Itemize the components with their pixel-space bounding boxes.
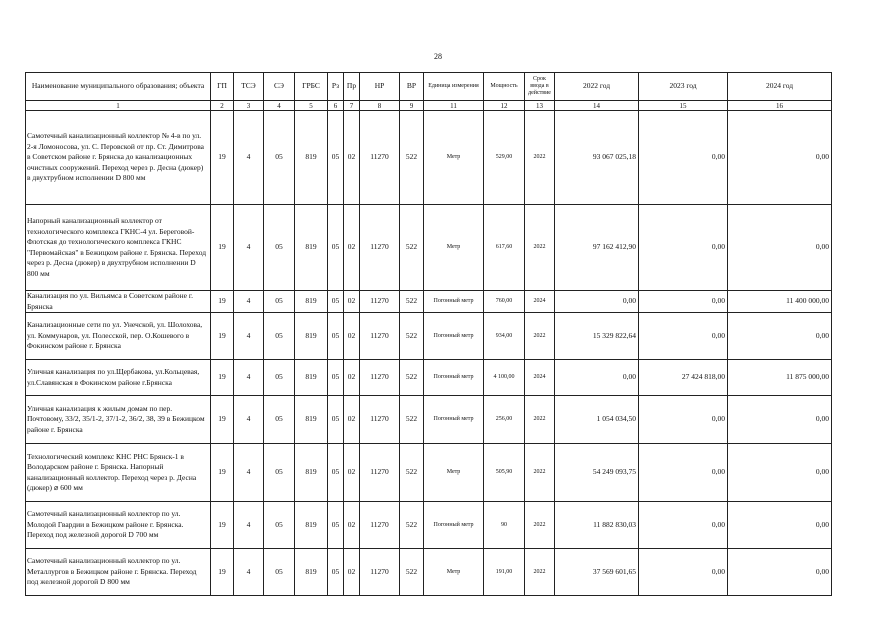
capacity-cell: 256,00 [484, 396, 525, 444]
column-number-cell: 13 [525, 101, 555, 111]
rz-cell: 05 [328, 291, 344, 313]
unit-cell: Погонный метр [424, 360, 484, 396]
header-cell: ТСЭ [234, 73, 264, 101]
se-cell: 05 [264, 291, 295, 313]
capacity-cell: 760,00 [484, 291, 525, 313]
amount-2024-cell: 0,00 [728, 502, 832, 549]
amount-2024-cell: 11 400 000,00 [728, 291, 832, 313]
gp-cell: 19 [211, 291, 234, 313]
vr-cell: 522 [400, 502, 424, 549]
table-row [26, 111, 832, 205]
amount-2022-cell: 0,00 [555, 291, 639, 313]
amount-2024-cell: 0,00 [728, 111, 832, 205]
unit-cell: Метр [424, 111, 484, 205]
table-body [26, 111, 832, 596]
nr-cell: 11270 [360, 291, 400, 313]
grbs-cell: 819 [295, 444, 328, 502]
amount-2024-cell: 0,00 [728, 549, 832, 596]
gp-cell: 19 [211, 205, 234, 291]
amount-2022-cell: 15 329 822,64 [555, 313, 639, 360]
pr-cell: 02 [344, 313, 360, 360]
page-number: 28 [434, 52, 442, 61]
commission-year-cell: 2024 [525, 291, 555, 313]
commission-year-cell: 2022 [525, 502, 555, 549]
amount-2024-cell: 0,00 [728, 396, 832, 444]
vr-cell: 522 [400, 111, 424, 205]
se-cell: 05 [264, 313, 295, 360]
header-cell: ГРБС [295, 73, 328, 101]
tse-cell: 4 [234, 360, 264, 396]
amount-2023-cell: 27 424 818,00 [639, 360, 728, 396]
object-name-cell: Самотечный канализационный коллектор № 4-в по ул. 2-я Ломоносова, ул. С. Перовской от пр. Ст. Димитрова в Советском районе г. Брянска до канализационных очистных сооружений. Переход через р. Десна (дюкер) в двухтрубном исполнении D 800 мм [26, 111, 211, 205]
unit-cell: Метр [424, 549, 484, 596]
rz-cell: 05 [328, 444, 344, 502]
header-cell: Срок ввода в действие [525, 73, 555, 101]
header-cell: Единица измерения [424, 73, 484, 101]
tse-cell: 4 [234, 111, 264, 205]
column-number-cell: 1 [26, 101, 211, 111]
tse-cell: 4 [234, 291, 264, 313]
pr-cell: 02 [344, 205, 360, 291]
header-cell: Мощность [484, 73, 525, 101]
object-name-cell: Канализация по ул. Вильямса в Советском районе г. Брянска [26, 291, 211, 313]
header-cell: НР [360, 73, 400, 101]
amount-2024-cell: 11 875 000,00 [728, 360, 832, 396]
pr-cell: 02 [344, 291, 360, 313]
vr-cell: 522 [400, 313, 424, 360]
gp-cell: 19 [211, 313, 234, 360]
se-cell: 05 [264, 111, 295, 205]
header-cell: 2024 год [728, 73, 832, 101]
capacity-cell: 529,00 [484, 111, 525, 205]
amount-2023-cell: 0,00 [639, 291, 728, 313]
table-row [26, 291, 832, 313]
object-name-cell: Канализационные сети по ул. Унечской, ул. Шолохова, ул. Коммунаров, ул. Полесской, пер. О.Кошевого в Фокинском районе г. Брянска [26, 313, 211, 360]
column-number-cell: 6 [328, 101, 344, 111]
amount-2024-cell: 0,00 [728, 205, 832, 291]
se-cell: 05 [264, 444, 295, 502]
rz-cell: 05 [328, 549, 344, 596]
column-number-cell: 11 [424, 101, 484, 111]
se-cell: 05 [264, 549, 295, 596]
vr-cell: 522 [400, 549, 424, 596]
table-row [26, 502, 832, 549]
unit-cell: Погонный метр [424, 313, 484, 360]
commission-year-cell: 2022 [525, 549, 555, 596]
rz-cell: 05 [328, 205, 344, 291]
rz-cell: 05 [328, 502, 344, 549]
header-cell: Рз [328, 73, 344, 101]
gp-cell: 19 [211, 549, 234, 596]
pr-cell: 02 [344, 549, 360, 596]
amount-2022-cell: 93 067 025,18 [555, 111, 639, 205]
tse-cell: 4 [234, 205, 264, 291]
grbs-cell: 819 [295, 205, 328, 291]
header-cell: 2023 год [639, 73, 728, 101]
amount-2023-cell: 0,00 [639, 444, 728, 502]
rz-cell: 05 [328, 313, 344, 360]
amount-2023-cell: 0,00 [639, 205, 728, 291]
capacity-cell: 505,90 [484, 444, 525, 502]
column-number-cell: 7 [344, 101, 360, 111]
table-row [26, 396, 832, 444]
vr-cell: 522 [400, 360, 424, 396]
rz-cell: 05 [328, 360, 344, 396]
grbs-cell: 819 [295, 549, 328, 596]
gp-cell: 19 [211, 502, 234, 549]
tse-cell: 4 [234, 396, 264, 444]
amount-2022-cell: 11 882 830,03 [555, 502, 639, 549]
column-number-row [26, 101, 832, 111]
table-header-row [26, 73, 832, 101]
grbs-cell: 819 [295, 502, 328, 549]
gp-cell: 19 [211, 360, 234, 396]
tse-cell: 4 [234, 502, 264, 549]
unit-cell: Погонный метр [424, 502, 484, 549]
object-name-cell: Технологический комплекс КНС РНС Брянск-1 в Володарском районе г. Брянска. Напорный канализационный коллектор. Переход через р. Десна (дюкер) ⌀ 600 мм [26, 444, 211, 502]
amount-2022-cell: 97 162 412,90 [555, 205, 639, 291]
tse-cell: 4 [234, 444, 264, 502]
grbs-cell: 819 [295, 396, 328, 444]
grbs-cell: 819 [295, 313, 328, 360]
nr-cell: 11270 [360, 396, 400, 444]
commission-year-cell: 2022 [525, 111, 555, 205]
grbs-cell: 819 [295, 291, 328, 313]
pr-cell: 02 [344, 111, 360, 205]
commission-year-cell: 2022 [525, 444, 555, 502]
unit-cell: Погонный метр [424, 291, 484, 313]
column-number-cell: 16 [728, 101, 832, 111]
commission-year-cell: 2024 [525, 360, 555, 396]
object-name-cell: Уличная канализация по ул.Щербакова, ул.Кольцевая, ул.Славянская в Фокинском районе г.Брянска [26, 360, 211, 396]
amount-2022-cell: 54 249 093,75 [555, 444, 639, 502]
object-name-cell: Самотечный канализационный коллектор по ул. Молодой Гвардии в Бежицком районе г. Брянска. Переход под железной дорогой D 700 мм [26, 502, 211, 549]
nr-cell: 11270 [360, 111, 400, 205]
column-number-cell: 9 [400, 101, 424, 111]
column-number-cell: 4 [264, 101, 295, 111]
amount-2023-cell: 0,00 [639, 111, 728, 205]
pr-cell: 02 [344, 396, 360, 444]
tse-cell: 4 [234, 549, 264, 596]
column-number-cell: 3 [234, 101, 264, 111]
header-cell: ВР [400, 73, 424, 101]
header-cell: Пр [344, 73, 360, 101]
pr-cell: 02 [344, 502, 360, 549]
column-number-cell: 8 [360, 101, 400, 111]
commission-year-cell: 2022 [525, 205, 555, 291]
table-row [26, 360, 832, 396]
amount-2022-cell: 37 569 601,65 [555, 549, 639, 596]
se-cell: 05 [264, 360, 295, 396]
nr-cell: 11270 [360, 205, 400, 291]
grbs-cell: 819 [295, 111, 328, 205]
table-row [26, 444, 832, 502]
pr-cell: 02 [344, 360, 360, 396]
vr-cell: 522 [400, 444, 424, 502]
unit-cell: Метр [424, 444, 484, 502]
nr-cell: 11270 [360, 502, 400, 549]
capacity-cell: 617,60 [484, 205, 525, 291]
nr-cell: 11270 [360, 360, 400, 396]
column-number-cell: 15 [639, 101, 728, 111]
vr-cell: 522 [400, 291, 424, 313]
nr-cell: 11270 [360, 549, 400, 596]
gp-cell: 19 [211, 396, 234, 444]
object-name-cell: Самотечный канализационный коллектор по ул. Металлургов в Бежицком районе г. Брянска. Переход под железной дорогой D 800 мм [26, 549, 211, 596]
rz-cell: 05 [328, 396, 344, 444]
column-number-cell: 14 [555, 101, 639, 111]
capacity-cell: 934,00 [484, 313, 525, 360]
amount-2022-cell: 1 054 034,50 [555, 396, 639, 444]
tse-cell: 4 [234, 313, 264, 360]
amount-2023-cell: 0,00 [639, 549, 728, 596]
table-row [26, 549, 832, 596]
amount-2024-cell: 0,00 [728, 313, 832, 360]
table-row [26, 205, 832, 291]
amount-2024-cell: 0,00 [728, 444, 832, 502]
amount-2023-cell: 0,00 [639, 502, 728, 549]
se-cell: 05 [264, 205, 295, 291]
se-cell: 05 [264, 396, 295, 444]
unit-cell: Погонный метр [424, 396, 484, 444]
nr-cell: 11270 [360, 313, 400, 360]
pr-cell: 02 [344, 444, 360, 502]
amount-2023-cell: 0,00 [639, 396, 728, 444]
vr-cell: 522 [400, 396, 424, 444]
table-row [26, 313, 832, 360]
capacity-cell: 191,00 [484, 549, 525, 596]
object-name-cell: Напорный канализационный коллектор от технологического комплекса ГКНС-4 ул. Береговой-Флотская до технологического комплекса ГКНС "Первомайская" в Бежицком районе г. Брянска. Переход через р. Десна (дюкер) в двухтрубном исполнении D 800 мм [26, 205, 211, 291]
commission-year-cell: 2022 [525, 396, 555, 444]
capacity-cell: 90 [484, 502, 525, 549]
column-number-cell: 5 [295, 101, 328, 111]
object-name-cell: Уличная канализация к жилым домам по пер. Почтовому, 33/2, 35/1-2, 37/1-2, 36/2, 38, 39 в Бежицком районе г. Брянска [26, 396, 211, 444]
amount-2023-cell: 0,00 [639, 313, 728, 360]
unit-cell: Метр [424, 205, 484, 291]
header-cell: ГП [211, 73, 234, 101]
commission-year-cell: 2022 [525, 313, 555, 360]
capacity-cell: 4 100,00 [484, 360, 525, 396]
column-number-cell: 2 [211, 101, 234, 111]
gp-cell: 19 [211, 111, 234, 205]
amount-2022-cell: 0,00 [555, 360, 639, 396]
vr-cell: 522 [400, 205, 424, 291]
column-number-cell: 12 [484, 101, 525, 111]
header-cell: Наименование муниципального образования; объекта [26, 73, 211, 101]
capital-investment-table [25, 72, 832, 596]
gp-cell: 19 [211, 444, 234, 502]
header-cell: СЭ [264, 73, 295, 101]
se-cell: 05 [264, 502, 295, 549]
grbs-cell: 819 [295, 360, 328, 396]
rz-cell: 05 [328, 111, 344, 205]
nr-cell: 11270 [360, 444, 400, 502]
header-cell: 2022 год [555, 73, 639, 101]
